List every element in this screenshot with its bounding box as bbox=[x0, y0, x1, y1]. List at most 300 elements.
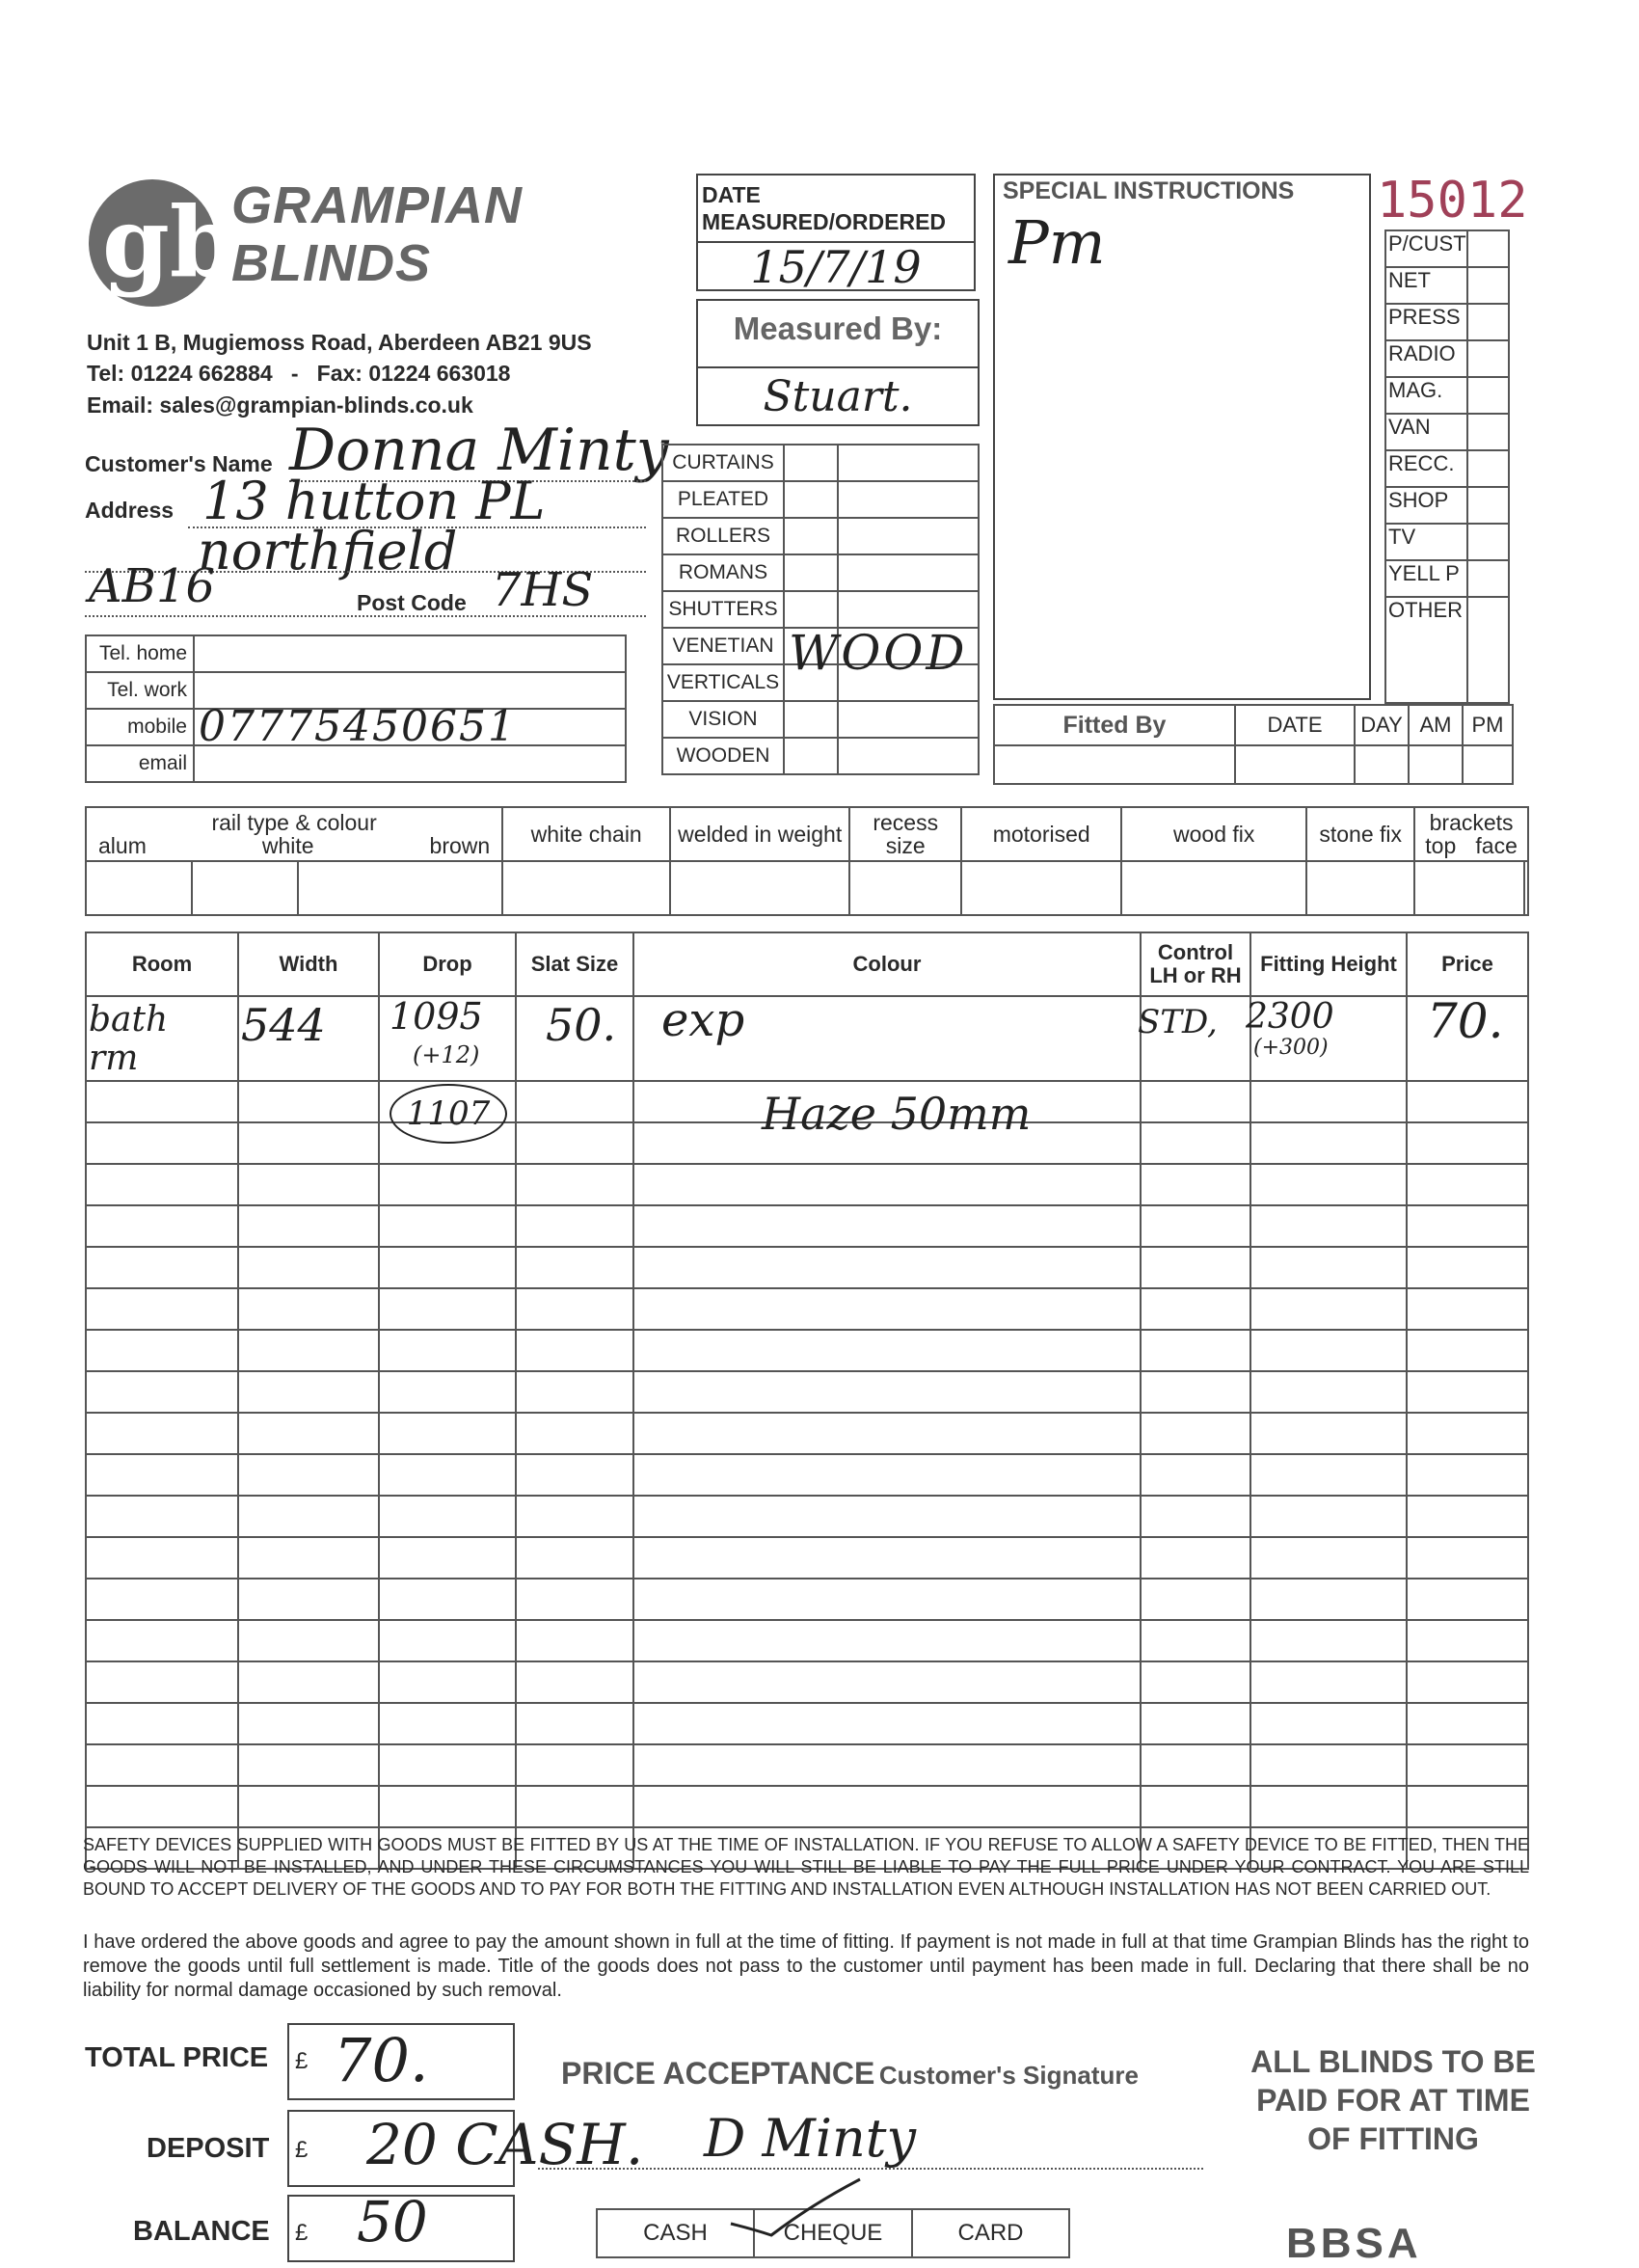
white-chain-value[interactable] bbox=[502, 861, 670, 915]
order-cell[interactable] bbox=[633, 1371, 1141, 1413]
deposit-value[interactable]: 20 CASH. bbox=[366, 2112, 644, 2177]
order-cell[interactable] bbox=[379, 1454, 516, 1496]
date-value[interactable]: 15/7/19 bbox=[750, 241, 922, 293]
order-row bbox=[86, 1537, 1528, 1579]
order-table bbox=[85, 932, 1529, 1870]
order-cell[interactable] bbox=[86, 1703, 238, 1744]
order-cell[interactable] bbox=[1250, 1744, 1407, 1786]
order-cell[interactable] bbox=[1407, 1537, 1528, 1579]
rail-alum-label: alum bbox=[98, 833, 147, 858]
order-cell[interactable] bbox=[86, 1205, 238, 1247]
source-checkbox[interactable] bbox=[1467, 524, 1509, 560]
order-cell[interactable] bbox=[379, 1288, 516, 1330]
order-cell[interactable] bbox=[1250, 1703, 1407, 1744]
order-cell[interactable] bbox=[1250, 1537, 1407, 1579]
source-checkbox[interactable] bbox=[1467, 487, 1509, 524]
fitted-by-table bbox=[993, 704, 1514, 785]
order-cell[interactable] bbox=[1407, 1579, 1528, 1620]
order-header-cell: Slat Size bbox=[516, 932, 633, 996]
source-checkbox[interactable] bbox=[1467, 450, 1509, 487]
order-cell[interactable] bbox=[1141, 1744, 1250, 1786]
order-row bbox=[86, 1164, 1528, 1205]
address-line1[interactable]: 13 hutton PL bbox=[202, 471, 546, 531]
order-row bbox=[86, 1330, 1528, 1371]
total-price-value[interactable]: 70. bbox=[334, 2025, 429, 2095]
blind-type-label: VISION bbox=[662, 701, 784, 738]
order-cell[interactable] bbox=[86, 1371, 238, 1413]
address-line2[interactable]: northfield bbox=[198, 521, 458, 581]
order-cell[interactable] bbox=[633, 1413, 1141, 1454]
order-cell[interactable] bbox=[633, 1164, 1141, 1205]
source-checkbox[interactable] bbox=[1467, 597, 1509, 703]
order-cell[interactable] bbox=[379, 1786, 516, 1827]
fitted-am-label: AM bbox=[1409, 705, 1463, 745]
order-cell[interactable] bbox=[86, 1454, 238, 1496]
brackets-face-value[interactable] bbox=[1524, 861, 1528, 915]
order-cell[interactable] bbox=[1250, 1371, 1407, 1413]
blind-type-notes[interactable] bbox=[838, 554, 979, 591]
order-cell[interactable] bbox=[238, 1247, 379, 1288]
order-cell[interactable] bbox=[238, 1288, 379, 1330]
row1-fitting-height[interactable]: 2300 bbox=[1246, 997, 1334, 1037]
recess-value[interactable] bbox=[849, 861, 961, 915]
order-cell[interactable] bbox=[1407, 1620, 1528, 1661]
source-row bbox=[1385, 450, 1509, 487]
order-cell[interactable] bbox=[516, 1537, 633, 1579]
fitted-pm-label: PM bbox=[1463, 705, 1513, 745]
balance-box bbox=[287, 2189, 515, 2262]
order-cell[interactable] bbox=[1407, 1330, 1528, 1371]
order-cell[interactable] bbox=[1407, 1786, 1528, 1827]
order-header-cell: Room bbox=[86, 932, 238, 996]
blind-type-checkbox[interactable] bbox=[784, 738, 838, 774]
balance-value[interactable]: 50 bbox=[357, 2189, 428, 2254]
order-cell[interactable] bbox=[516, 1413, 633, 1454]
blind-type-label: VENETIAN bbox=[662, 628, 784, 664]
rail-type-title: rail type & colour bbox=[211, 810, 377, 835]
blind-type-label: VERTICALS bbox=[662, 664, 784, 701]
order-cell[interactable] bbox=[516, 1081, 633, 1122]
order-cell[interactable] bbox=[1407, 1247, 1528, 1288]
order-cell[interactable] bbox=[1407, 1496, 1528, 1537]
order-row bbox=[86, 1579, 1528, 1620]
welded-value[interactable] bbox=[670, 861, 849, 915]
recess-label: recess size bbox=[849, 807, 961, 861]
postcode-label: Post Code bbox=[357, 590, 467, 615]
blind-type-checkbox[interactable] bbox=[784, 445, 838, 481]
source-list-table bbox=[1384, 230, 1510, 704]
source-label: OTHER bbox=[1385, 597, 1467, 703]
blind-type-row bbox=[662, 518, 979, 554]
payment-method[interactable]: CARD bbox=[912, 2209, 1069, 2257]
fitted-by-value[interactable] bbox=[994, 745, 1235, 784]
total-price-label: TOTAL PRICE bbox=[85, 2042, 269, 2073]
blind-type-label: CURTAINS bbox=[662, 445, 784, 481]
source-checkbox[interactable] bbox=[1467, 340, 1509, 377]
order-cell[interactable] bbox=[1407, 1744, 1528, 1786]
order-cell[interactable] bbox=[1250, 1786, 1407, 1827]
order-cell[interactable] bbox=[86, 1247, 238, 1288]
order-cell[interactable] bbox=[238, 1164, 379, 1205]
order-header-cell: Price bbox=[1407, 932, 1528, 996]
order-cell[interactable] bbox=[379, 1371, 516, 1413]
special-instructions-label: SPECIAL INSTRUCTIONS bbox=[1003, 177, 1295, 204]
fitted-day-label: DAY bbox=[1355, 705, 1409, 745]
order-cell[interactable] bbox=[238, 1661, 379, 1703]
source-row bbox=[1385, 487, 1509, 524]
order-cell[interactable] bbox=[516, 1288, 633, 1330]
company-address: Unit 1 B, Mugiemoss Road, Aberdeen AB21 9US bbox=[87, 330, 592, 355]
source-label: TV bbox=[1385, 524, 1467, 560]
order-cell[interactable] bbox=[1250, 1620, 1407, 1661]
price-acceptance-sub: Customer's Signature bbox=[878, 2061, 1139, 2090]
row1-colour-note[interactable]: Haze 50mm bbox=[762, 1088, 1032, 1140]
order-cell[interactable] bbox=[238, 1537, 379, 1579]
order-cell[interactable] bbox=[238, 1496, 379, 1537]
date-label: DATE MEASURED/ORDERED bbox=[698, 176, 974, 243]
order-cell[interactable] bbox=[633, 1786, 1141, 1827]
blind-type-notes[interactable] bbox=[838, 481, 979, 518]
order-cell[interactable] bbox=[86, 1164, 238, 1205]
order-cell[interactable] bbox=[1141, 1371, 1250, 1413]
order-cell[interactable] bbox=[633, 1620, 1141, 1661]
contact-value[interactable] bbox=[194, 635, 626, 672]
customer-signature[interactable]: D Minty bbox=[704, 2108, 917, 2169]
order-cell[interactable] bbox=[633, 1454, 1141, 1496]
order-cell[interactable] bbox=[86, 1786, 238, 1827]
order-cell[interactable] bbox=[516, 1454, 633, 1496]
source-label: VAN bbox=[1385, 414, 1467, 450]
order-cell[interactable] bbox=[1407, 1122, 1528, 1164]
order-cell[interactable] bbox=[1250, 1205, 1407, 1247]
blind-type-row bbox=[662, 445, 979, 481]
order-cell[interactable] bbox=[1141, 1164, 1250, 1205]
blind-type-label: ROLLERS bbox=[662, 518, 784, 554]
rail-white-value[interactable] bbox=[192, 861, 298, 915]
order-cell[interactable] bbox=[516, 1786, 633, 1827]
order-cell[interactable] bbox=[1250, 1454, 1407, 1496]
signature-line bbox=[538, 2168, 1203, 2170]
order-cell[interactable] bbox=[1250, 1330, 1407, 1371]
order-cell[interactable] bbox=[633, 1330, 1141, 1371]
order-cell[interactable] bbox=[516, 1496, 633, 1537]
contact-label: email bbox=[86, 745, 194, 782]
order-cell[interactable] bbox=[379, 1247, 516, 1288]
order-cell[interactable] bbox=[238, 1620, 379, 1661]
order-cell[interactable] bbox=[633, 1744, 1141, 1786]
order-cell[interactable] bbox=[1141, 1496, 1250, 1537]
source-checkbox[interactable] bbox=[1467, 560, 1509, 597]
order-cell[interactable] bbox=[1250, 1288, 1407, 1330]
blind-type-row bbox=[662, 701, 979, 738]
order-cell[interactable] bbox=[86, 1744, 238, 1786]
row1-drop-circled[interactable]: 1107 bbox=[390, 1084, 507, 1144]
order-cell[interactable] bbox=[516, 1620, 633, 1661]
order-header-cell: Colour bbox=[633, 932, 1141, 996]
rail-brown-value[interactable] bbox=[298, 861, 502, 915]
order-cell[interactable] bbox=[1250, 1164, 1407, 1205]
options-table bbox=[85, 806, 1529, 916]
order-cell[interactable] bbox=[379, 1703, 516, 1744]
order-cell[interactable] bbox=[633, 1661, 1141, 1703]
order-row bbox=[86, 1703, 1528, 1744]
order-cell[interactable] bbox=[516, 1703, 633, 1744]
blind-type-checkbox[interactable] bbox=[784, 518, 838, 554]
order-cell[interactable] bbox=[633, 1205, 1141, 1247]
contact-value[interactable]: 07775450651 bbox=[194, 709, 626, 745]
rail-alum-value[interactable] bbox=[86, 861, 192, 915]
order-cell[interactable] bbox=[1141, 1703, 1250, 1744]
order-cell[interactable] bbox=[1141, 1205, 1250, 1247]
order-row bbox=[86, 1205, 1528, 1247]
contact-row bbox=[86, 635, 626, 672]
order-cell[interactable] bbox=[1250, 1413, 1407, 1454]
order-cell[interactable] bbox=[379, 1413, 516, 1454]
order-header-cell: Width bbox=[238, 932, 379, 996]
contact-row bbox=[86, 709, 626, 745]
order-cell[interactable] bbox=[633, 1703, 1141, 1744]
order-header-cell: Control LH or RH bbox=[1141, 932, 1250, 996]
motorised-label: motorised bbox=[961, 807, 1121, 861]
order-cell[interactable] bbox=[238, 1703, 379, 1744]
blind-type-row bbox=[662, 554, 979, 591]
deposit-currency: £ bbox=[295, 2137, 309, 2163]
customer-name-label: Customer's Name bbox=[85, 451, 273, 476]
order-cell[interactable] bbox=[1407, 1703, 1528, 1744]
customer-name-value[interactable]: Donna Minty bbox=[289, 417, 669, 484]
order-cell[interactable] bbox=[86, 1496, 238, 1537]
order-cell[interactable] bbox=[238, 1081, 379, 1122]
source-row bbox=[1385, 230, 1509, 267]
fitted-am-value[interactable] bbox=[1409, 745, 1463, 784]
row1-slat[interactable]: 50. bbox=[546, 999, 617, 1051]
order-cell[interactable] bbox=[379, 1661, 516, 1703]
stone-fix-value[interactable] bbox=[1306, 861, 1414, 915]
order-cell[interactable] bbox=[379, 1744, 516, 1786]
order-cell[interactable] bbox=[86, 1081, 238, 1122]
row1-fitting-note[interactable]: (+300) bbox=[1253, 1036, 1329, 1060]
motorised-value[interactable] bbox=[961, 861, 1121, 915]
postcode-value[interactable]: 7HS bbox=[492, 563, 594, 617]
row1-colour[interactable]: exp bbox=[661, 993, 745, 1047]
order-cell[interactable] bbox=[1141, 1288, 1250, 1330]
order-cell[interactable] bbox=[516, 1205, 633, 1247]
row1-price[interactable]: 70. bbox=[1427, 993, 1504, 1049]
row1-control[interactable]: STD, bbox=[1138, 1003, 1218, 1041]
order-cell[interactable] bbox=[379, 1164, 516, 1205]
order-cell[interactable] bbox=[238, 1744, 379, 1786]
source-checkbox[interactable] bbox=[1467, 230, 1509, 267]
order-cell[interactable] bbox=[86, 1330, 238, 1371]
order-cell[interactable] bbox=[1141, 1247, 1250, 1288]
fitted-by-label: Fitted By bbox=[994, 705, 1235, 745]
order-cell[interactable] bbox=[1407, 1371, 1528, 1413]
blind-type-notes[interactable] bbox=[838, 701, 979, 738]
source-label: RECC. bbox=[1385, 450, 1467, 487]
source-row bbox=[1385, 597, 1509, 703]
source-checkbox[interactable] bbox=[1467, 377, 1509, 414]
order-cell[interactable] bbox=[379, 1496, 516, 1537]
order-cell[interactable] bbox=[516, 1661, 633, 1703]
order-cell[interactable] bbox=[516, 1744, 633, 1786]
order-row bbox=[86, 1786, 1528, 1827]
blind-type-checkbox[interactable] bbox=[784, 481, 838, 518]
source-row bbox=[1385, 267, 1509, 304]
order-cell[interactable] bbox=[1141, 1413, 1250, 1454]
stone-fix-label: stone fix bbox=[1306, 807, 1414, 861]
logo-mark-icon bbox=[85, 172, 229, 307]
row1-room[interactable]: bath rm bbox=[89, 1000, 169, 1078]
order-cell[interactable] bbox=[1407, 1413, 1528, 1454]
order-cell[interactable] bbox=[1407, 1454, 1528, 1496]
order-cell[interactable] bbox=[516, 1122, 633, 1164]
brackets-title: brackets bbox=[1429, 810, 1514, 835]
order-cell[interactable] bbox=[516, 1247, 633, 1288]
blind-type-row bbox=[662, 481, 979, 518]
total-price-box bbox=[287, 2023, 515, 2100]
welded-label: welded in weight bbox=[670, 807, 849, 861]
row1-width[interactable]: 544 bbox=[241, 999, 326, 1051]
order-cell[interactable] bbox=[1141, 1330, 1250, 1371]
payment-method[interactable]: CASH bbox=[597, 2209, 754, 2257]
order-cell[interactable] bbox=[516, 1371, 633, 1413]
order-cell[interactable] bbox=[379, 1537, 516, 1579]
source-label: NET bbox=[1385, 267, 1467, 304]
order-row bbox=[86, 1744, 1528, 1786]
source-label: RADIO bbox=[1385, 340, 1467, 377]
order-cell[interactable] bbox=[238, 1413, 379, 1454]
order-cell[interactable] bbox=[1407, 1205, 1528, 1247]
source-checkbox[interactable] bbox=[1467, 267, 1509, 304]
order-cell[interactable] bbox=[86, 1661, 238, 1703]
source-checkbox[interactable] bbox=[1467, 304, 1509, 340]
order-row bbox=[86, 1620, 1528, 1661]
order-cell[interactable] bbox=[1250, 1081, 1407, 1122]
order-cell[interactable] bbox=[1141, 1661, 1250, 1703]
balance-currency: £ bbox=[295, 2220, 309, 2246]
company-name-line2: BLINDS bbox=[231, 234, 431, 292]
order-cell[interactable] bbox=[238, 1371, 379, 1413]
order-cell[interactable] bbox=[1407, 1288, 1528, 1330]
fitted-date-value[interactable] bbox=[1235, 745, 1355, 784]
venetian-note[interactable]: WOOD bbox=[789, 625, 968, 681]
order-cell[interactable] bbox=[379, 1330, 516, 1371]
order-cell[interactable] bbox=[379, 1620, 516, 1661]
order-cell[interactable] bbox=[86, 1288, 238, 1330]
order-cell[interactable] bbox=[1141, 1579, 1250, 1620]
source-checkbox[interactable] bbox=[1467, 414, 1509, 450]
company-logo bbox=[85, 172, 229, 307]
brackets-top-value[interactable] bbox=[1414, 861, 1524, 915]
source-label: P/CUST bbox=[1385, 230, 1467, 267]
agreement-terms: I have ordered the above goods and agree to pay the amount shown in full at the time of fitting. If payment is not made in full at that time Grampian Blinds has the right to remove the goods until full settlement is made. Title of the goods does not pass to the customer until payment has been made in full. Declaring that there shall be no liability for normal damage occasioned by such removal. bbox=[83, 1931, 1529, 2001]
order-cell[interactable] bbox=[86, 1413, 238, 1454]
blind-type-notes[interactable] bbox=[838, 591, 979, 628]
order-cell[interactable] bbox=[516, 1579, 633, 1620]
payment-method[interactable]: CHEQUE bbox=[754, 2209, 912, 2257]
blind-type-notes[interactable] bbox=[838, 738, 979, 774]
order-cell[interactable] bbox=[1250, 1122, 1407, 1164]
order-cell[interactable] bbox=[1141, 1454, 1250, 1496]
company-name-line1: GRAMPIAN bbox=[231, 176, 523, 234]
rail-type-cell bbox=[86, 807, 502, 861]
rail-white-label: white bbox=[261, 833, 314, 858]
measured-by-value[interactable]: Stuart. bbox=[763, 372, 913, 421]
order-cell[interactable] bbox=[1141, 1081, 1250, 1122]
fitted-day-value[interactable] bbox=[1355, 745, 1409, 784]
address-line3[interactable]: AB16 bbox=[89, 559, 216, 613]
order-cell[interactable] bbox=[238, 1330, 379, 1371]
order-cell[interactable] bbox=[516, 1330, 633, 1371]
order-cell[interactable] bbox=[238, 1122, 379, 1164]
order-cell[interactable] bbox=[86, 1122, 238, 1164]
row1-drop-note[interactable]: (+12) bbox=[413, 1041, 480, 1068]
row1-drop[interactable]: 1095 bbox=[390, 995, 483, 1038]
order-header-cell: Fitting Height bbox=[1250, 932, 1407, 996]
order-cell[interactable] bbox=[238, 1786, 379, 1827]
order-cell[interactable] bbox=[1407, 1661, 1528, 1703]
wood-fix-value[interactable] bbox=[1121, 861, 1306, 915]
order-cell[interactable] bbox=[633, 1288, 1141, 1330]
order-cell[interactable] bbox=[633, 1579, 1141, 1620]
order-cell[interactable] bbox=[86, 1537, 238, 1579]
safety-terms: SAFETY DEVICES SUPPLIED WITH GOODS MUST BE FITTED BY US AT THE TIME OF INSTALLATION. IF YOU REFUSE TO ALLOW A SAFETY DEVICE TO BE FITTED, THEN THE GOODS WILL NOT BE INSTALLED, AND UNDER THESE CIRCUMSTANCES YOU WILL STILL BE LIABLE TO PAY THE FULL PRICE UNDER YOUR CONTRACT. YOU ARE STILL BOUND TO ACCEPT DELIVERY OF THE GOODS AND TO PAY FOR BOTH THE FITTING AND INSTALLATION EVEN ALTHOUGH INSTALLATION HAS NOT BEEN CARRIED OUT. bbox=[83, 1835, 1529, 1899]
blind-type-notes[interactable] bbox=[838, 445, 979, 481]
source-label: MAG. bbox=[1385, 377, 1467, 414]
blind-type-notes[interactable] bbox=[838, 518, 979, 554]
order-row bbox=[86, 1454, 1528, 1496]
order-cell[interactable] bbox=[1141, 1537, 1250, 1579]
special-instructions-value[interactable]: Pm bbox=[1008, 207, 1106, 278]
order-cell[interactable] bbox=[633, 1537, 1141, 1579]
deposit-label: DEPOSIT bbox=[147, 2133, 270, 2164]
order-cell[interactable] bbox=[238, 1454, 379, 1496]
source-row bbox=[1385, 414, 1509, 450]
order-cell[interactable] bbox=[1407, 1164, 1528, 1205]
order-cell[interactable] bbox=[1141, 1786, 1250, 1827]
measured-by-box bbox=[696, 299, 980, 426]
fitted-pm-value[interactable] bbox=[1463, 745, 1513, 784]
order-cell[interactable] bbox=[1141, 1620, 1250, 1661]
order-cell[interactable] bbox=[1141, 1122, 1250, 1164]
order-cell[interactable] bbox=[1250, 1661, 1407, 1703]
contact-label: Tel. work bbox=[86, 672, 194, 709]
order-cell[interactable] bbox=[1250, 1496, 1407, 1537]
logo-mark-text: gb bbox=[102, 185, 229, 299]
order-cell[interactable] bbox=[1250, 1247, 1407, 1288]
source-row bbox=[1385, 524, 1509, 560]
source-row bbox=[1385, 304, 1509, 340]
order-cell[interactable] bbox=[86, 1579, 238, 1620]
order-row bbox=[86, 1661, 1528, 1703]
contacts-table bbox=[85, 634, 627, 783]
blind-type-label: SHUTTERS bbox=[662, 591, 784, 628]
blind-type-checkbox[interactable] bbox=[784, 554, 838, 591]
order-cell[interactable] bbox=[1407, 1081, 1528, 1122]
order-cell[interactable] bbox=[379, 1205, 516, 1247]
order-cell[interactable] bbox=[379, 1579, 516, 1620]
blind-type-checkbox[interactable] bbox=[784, 701, 838, 738]
order-cell[interactable] bbox=[86, 1620, 238, 1661]
order-cell[interactable] bbox=[238, 1579, 379, 1620]
blind-types-table bbox=[661, 444, 980, 775]
order-cell[interactable] bbox=[1250, 1579, 1407, 1620]
order-cell[interactable] bbox=[633, 1247, 1141, 1288]
order-cell[interactable] bbox=[238, 1205, 379, 1247]
order-cell[interactable] bbox=[516, 1164, 633, 1205]
blind-type-checkbox[interactable] bbox=[784, 591, 838, 628]
order-cell[interactable] bbox=[633, 1496, 1141, 1537]
